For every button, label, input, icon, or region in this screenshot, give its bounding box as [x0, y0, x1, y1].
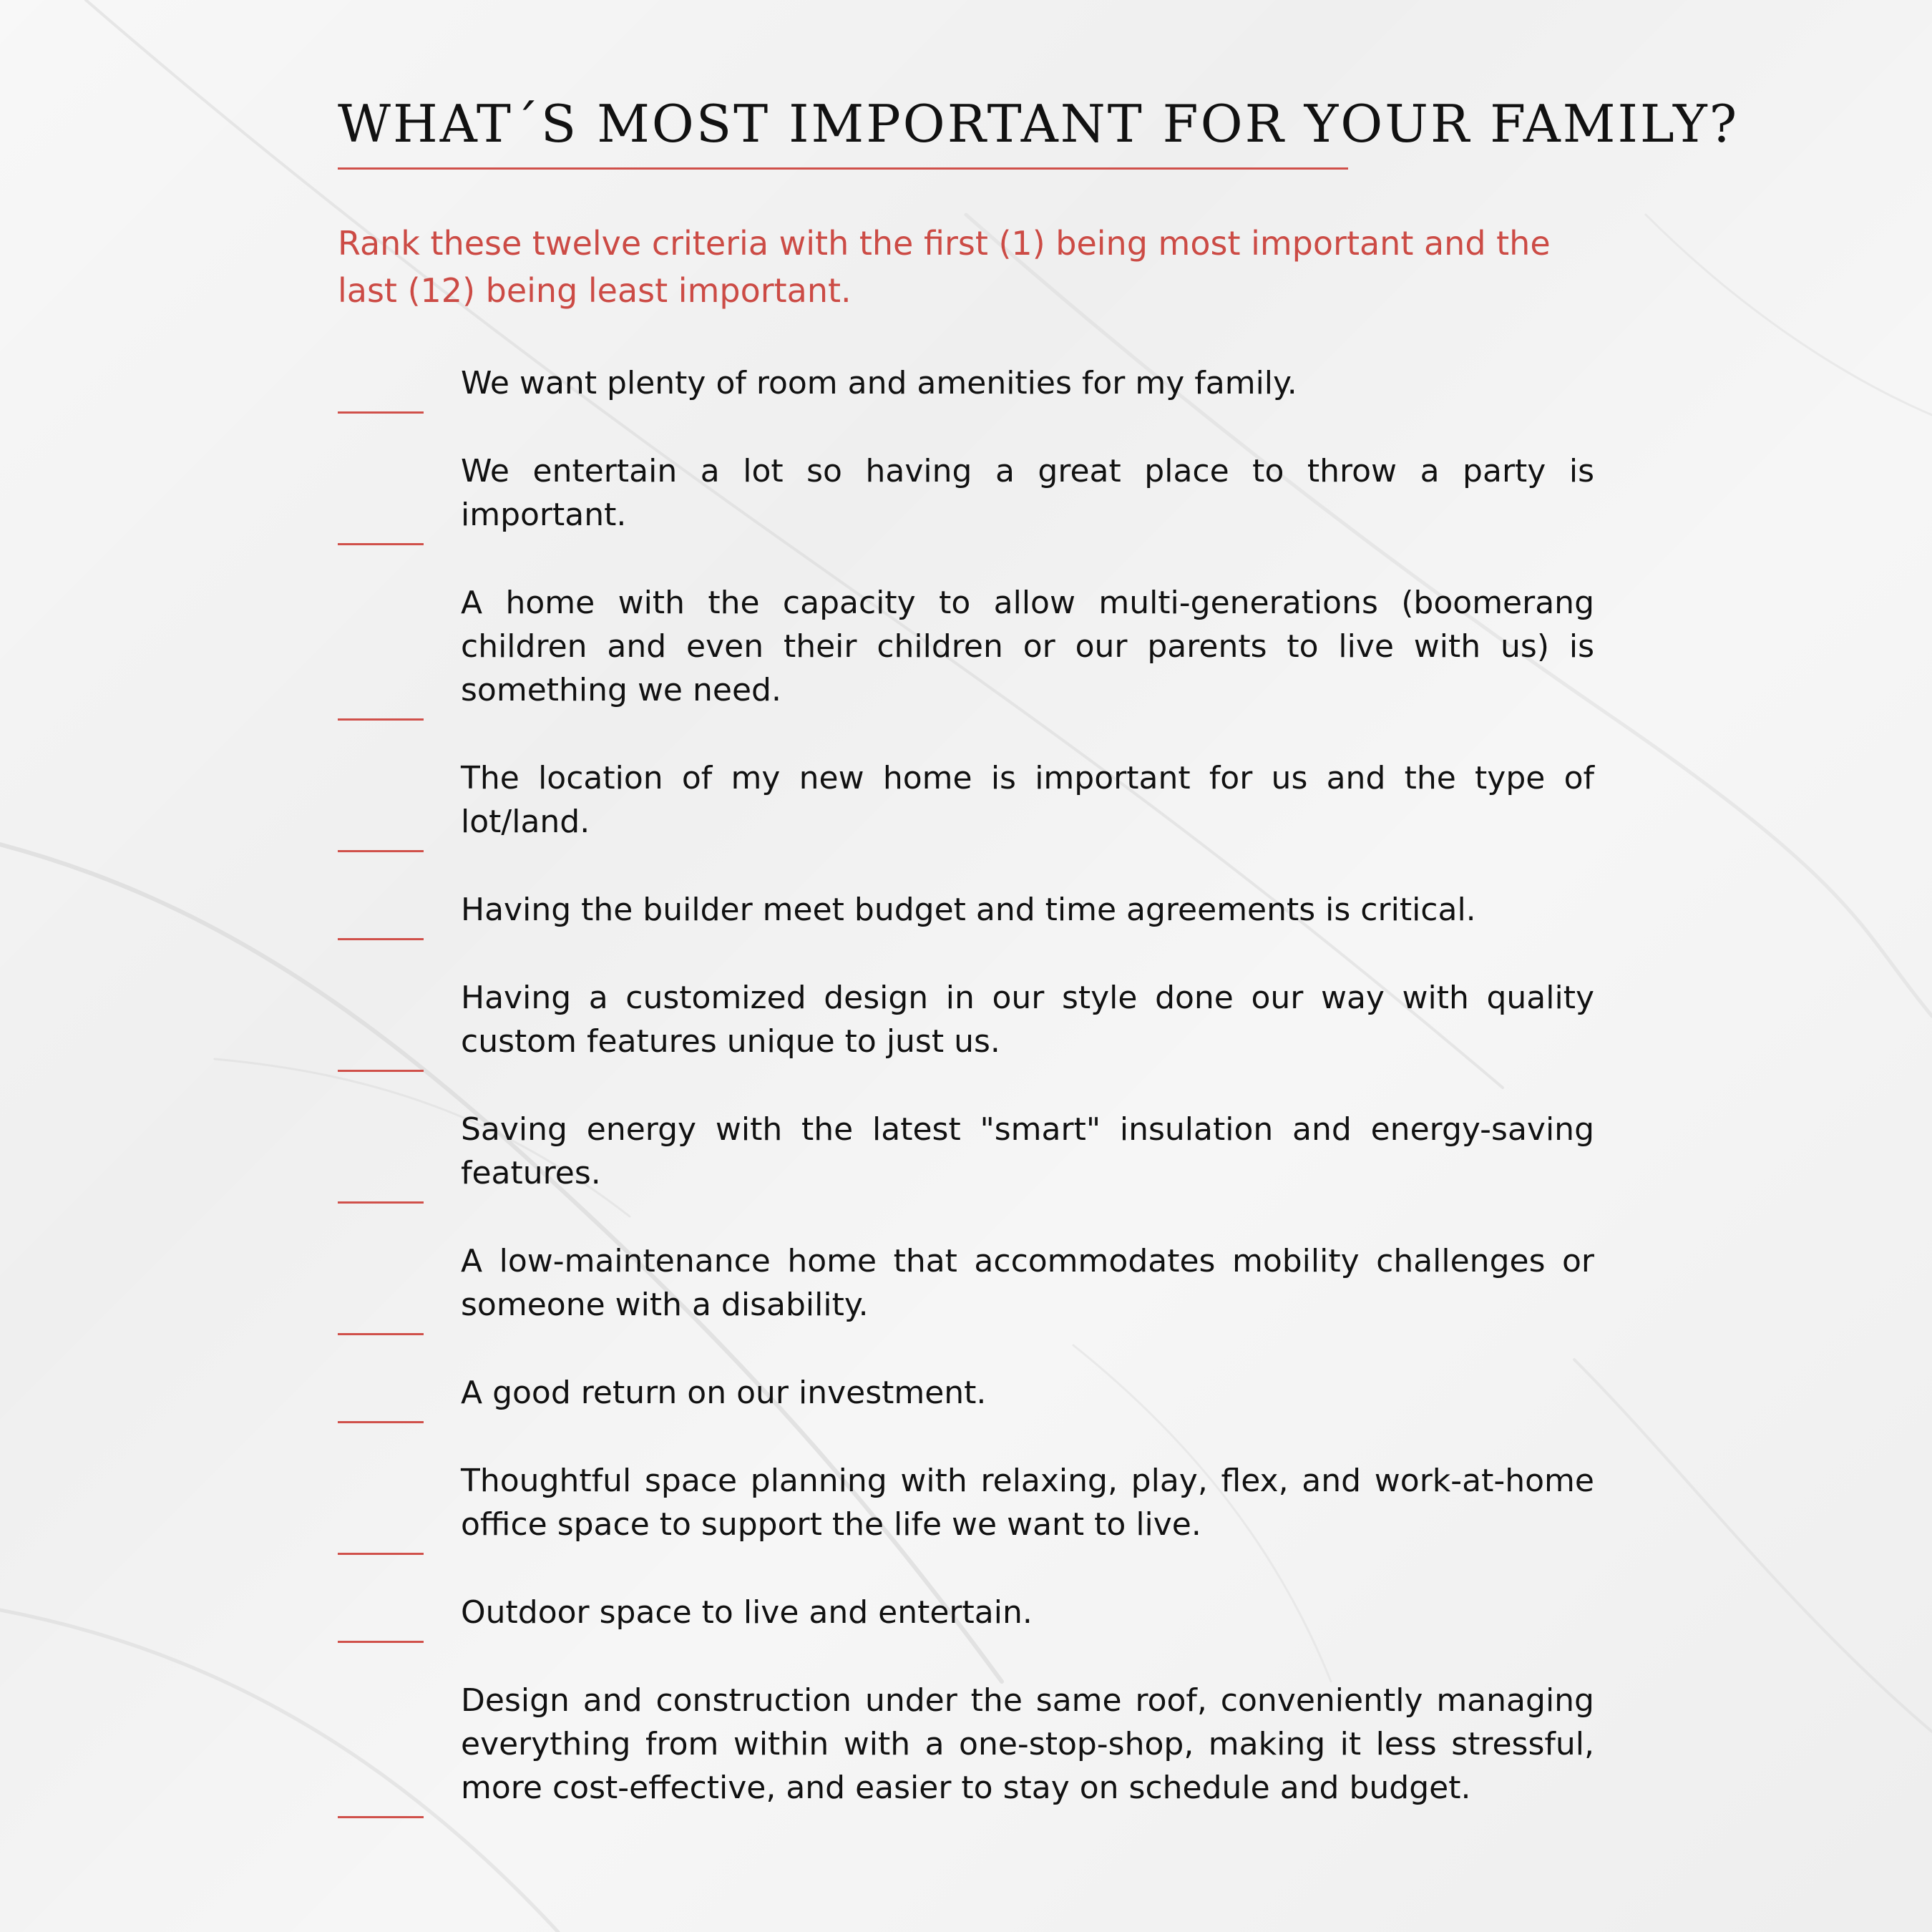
criteria-text: Design and construction under the same roof, conveniently managing everything from within with a one-stop-shop, making it less stressful, more cost-effective, and easier to stay on schedule and budget.	[461, 1682, 1594, 1807]
criteria-text: A home with the capacity to allow multi-generations (boomerang children and even their children or our parents to live with us) is something we need.	[461, 585, 1594, 709]
criteria-item	[338, 449, 1594, 537]
criteria-text: Thoughtful space planning with relaxing, play, flex, and work-at-home office space to support the life we want to live.	[461, 1463, 1594, 1543]
rank-blank[interactable]	[338, 850, 424, 852]
rank-blank[interactable]	[338, 543, 424, 545]
instructions-text: Rank these twelve criteria with the first (1) being most important and the last (12) being least important.	[338, 224, 1551, 311]
rank-blank[interactable]	[338, 718, 424, 721]
criteria-list	[338, 361, 1594, 1810]
rank-blank[interactable]	[338, 1553, 424, 1555]
criteria-item	[338, 1371, 1594, 1415]
title-underline	[338, 167, 1348, 170]
criteria-item	[338, 581, 1594, 712]
rank-blank[interactable]	[338, 1816, 424, 1818]
rank-blank[interactable]	[338, 1421, 424, 1423]
rank-blank[interactable]	[338, 411, 424, 414]
criteria-item	[338, 756, 1594, 844]
criteria-item	[338, 1459, 1594, 1546]
rank-blank[interactable]	[338, 938, 424, 940]
criteria-text: We want plenty of room and amenities for my family.	[461, 365, 1297, 402]
criteria-text: Having a customized design in our style done our way with quality custom features unique to just us.	[461, 980, 1594, 1060]
criteria-item	[338, 976, 1594, 1063]
rank-blank[interactable]	[338, 1070, 424, 1072]
criteria-text: We entertain a lot so having a great place to throw a party is important.	[461, 453, 1594, 534]
criteria-text: A good return on our investment.	[461, 1375, 987, 1412]
criteria-text: A low-maintenance home that accommodates mobility challenges or someone with a disability.	[461, 1243, 1594, 1324]
rank-blank[interactable]	[338, 1641, 424, 1643]
page-title: WHAT´S MOST IMPORTANT FOR YOUR FAMILY?	[338, 94, 1740, 154]
criteria-text: The location of my new home is important for us and the type of lot/land.	[461, 760, 1594, 841]
rank-blank[interactable]	[338, 1333, 424, 1335]
criteria-item	[338, 888, 1594, 932]
criteria-text: Having the builder meet budget and time agreements is critical.	[461, 892, 1476, 929]
criteria-text: Saving energy with the latest "smart" insulation and energy-saving features.	[461, 1111, 1594, 1192]
criteria-item	[338, 1108, 1594, 1195]
criteria-item	[338, 1239, 1594, 1327]
criteria-item	[338, 1679, 1594, 1810]
criteria-text: Outdoor space to live and entertain.	[461, 1594, 1033, 1631]
criteria-item	[338, 1591, 1594, 1634]
worksheet	[338, 93, 1740, 1854]
criteria-item	[338, 361, 1594, 405]
rank-blank[interactable]	[338, 1201, 424, 1204]
